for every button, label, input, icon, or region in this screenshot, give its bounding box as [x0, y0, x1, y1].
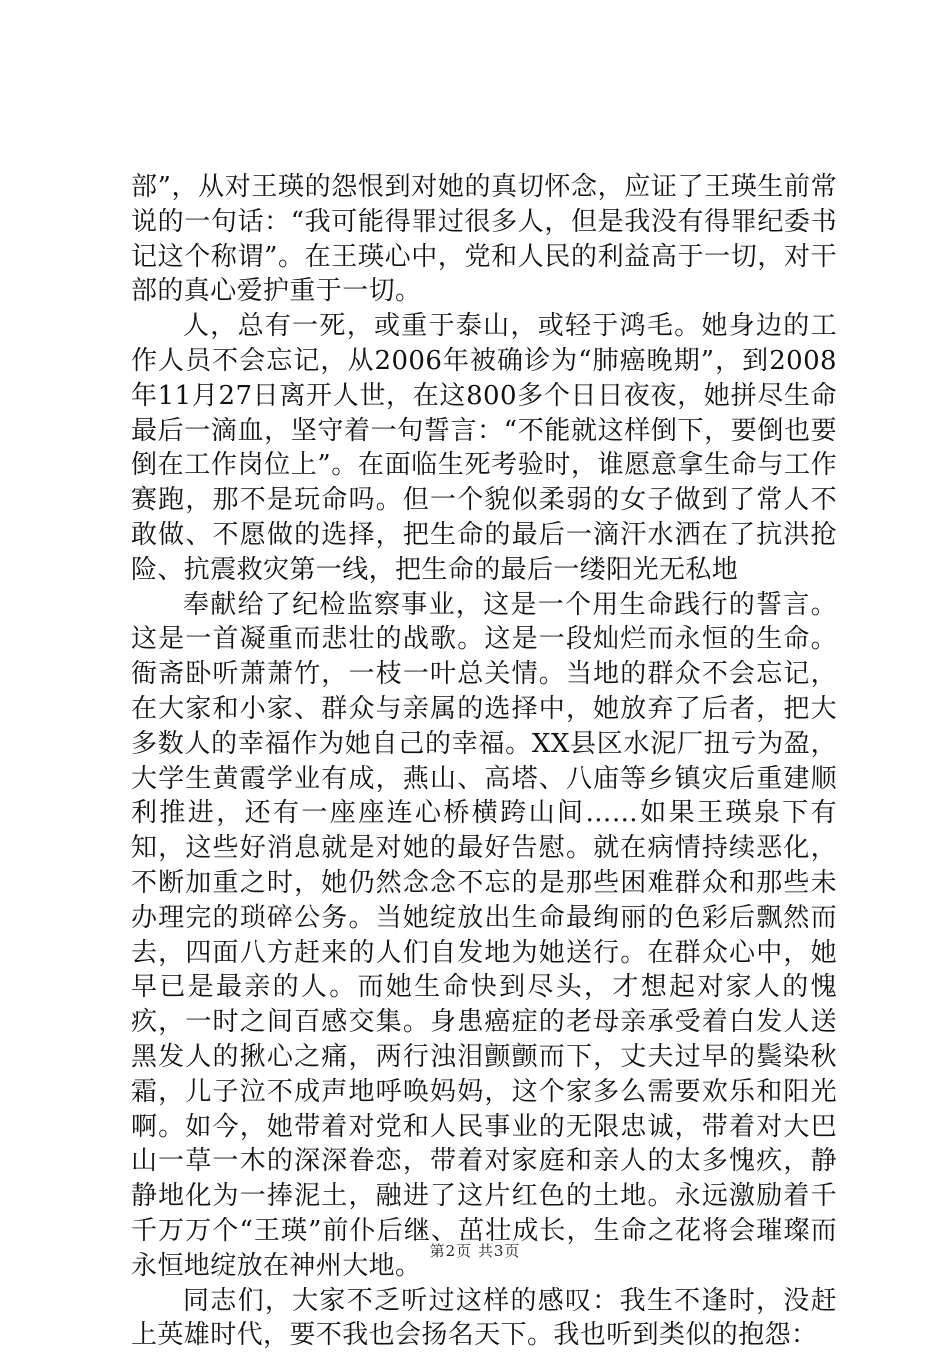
paragraph-3: 奉献给了纪检监察事业，这是一个用生命践行的誓言。这是一首凝重而悲壮的战歌。这是一段灿烂而永恒的生命。衙斋卧听萧萧竹，一枝一叶总关情。当地的群众不会忘记，在大家和小家、群众与亲属的选择中，她放弃了后者，把大多数人的幸福作为她自己的幸福。XX县区水泥厂扭亏为盈，大学生黄霞学业有成，燕山、高塔、八庙等乡镇灾后重建顺利推进，还有一座座连心桥横跨山间……如果王瑛泉下有知，这些好消息就是对她的最好告慰。就在病情持续恶化，不断加重之时，她仍然念念不忘的是那些困难群众和那些未办理完的琐碎公务。当她绽放出生命最绚丽的色彩后飘然而去，四面八方赶来的人们自发地为她送行。在群众心中，她早已是最亲的人。而她生命快到尽头，才想起对家人的愧疚，一时之间百感交集。身患癌症的老母亲承受着白发人送黑发人的揪心之痛，两行浊泪颤颤而下，丈夫过早的鬓染秋霜，儿子泣不成声地呼唤妈妈，这个家多么需要欢乐和阳光啊。如今，她带着对党和人民事业的无限忠诚，带着对大巴山一草一木的深深眷恋，带着对家庭和亲人的太多愧疚，静静地化为一捧泥土，融进了这片红色的土地。永远激励着千千万万个“王瑛”前仆后继、茁壮成长，生命之花将会璀璨而永恒地绽放在神州大地。 [131, 588, 837, 1284]
paragraph-1: 部”，从对王瑛的怨恨到对她的真切怀念，应证了王瑛生前常说的一句话：“我可能得罪过很多人，但是我没有得罪纪委书记这个称谓”。在王瑛心中，党和人民的利益高于一切，对干部的真心爱护重于一切。 [131, 170, 837, 309]
page-footer: 第2页 共3页 [0, 1240, 950, 1261]
document-body [131, 170, 837, 1353]
paragraph-4: 同志们，大家不乏听过这样的感叹：我生不逢时，没赶上英雄时代，要不我也会扬名天下。我也听到类似的抱怨： [131, 1284, 837, 1353]
paragraph-2: 人，总有一死，或重于泰山，或轻于鸿毛。她身边的工作人员不会忘记，从2006年被确诊为“肺癌晚期”，到2008年11月27日离开人世，在这800多个日日夜夜，她拼尽生命最后一滴血，坚守着一句誓言：“不能就这样倒下，要倒也要倒在工作岗位上”。在面临生死考验时，谁愿意拿生命与工作赛跑，那不是玩命吗。但一个貌似柔弱的女子做到了常人不敢做、不愿做的选择，把生命的最后一滴汗水洒在了抗洪抢险、抗震救灾第一线，把生命的最后一缕阳光无私地 [131, 309, 837, 587]
